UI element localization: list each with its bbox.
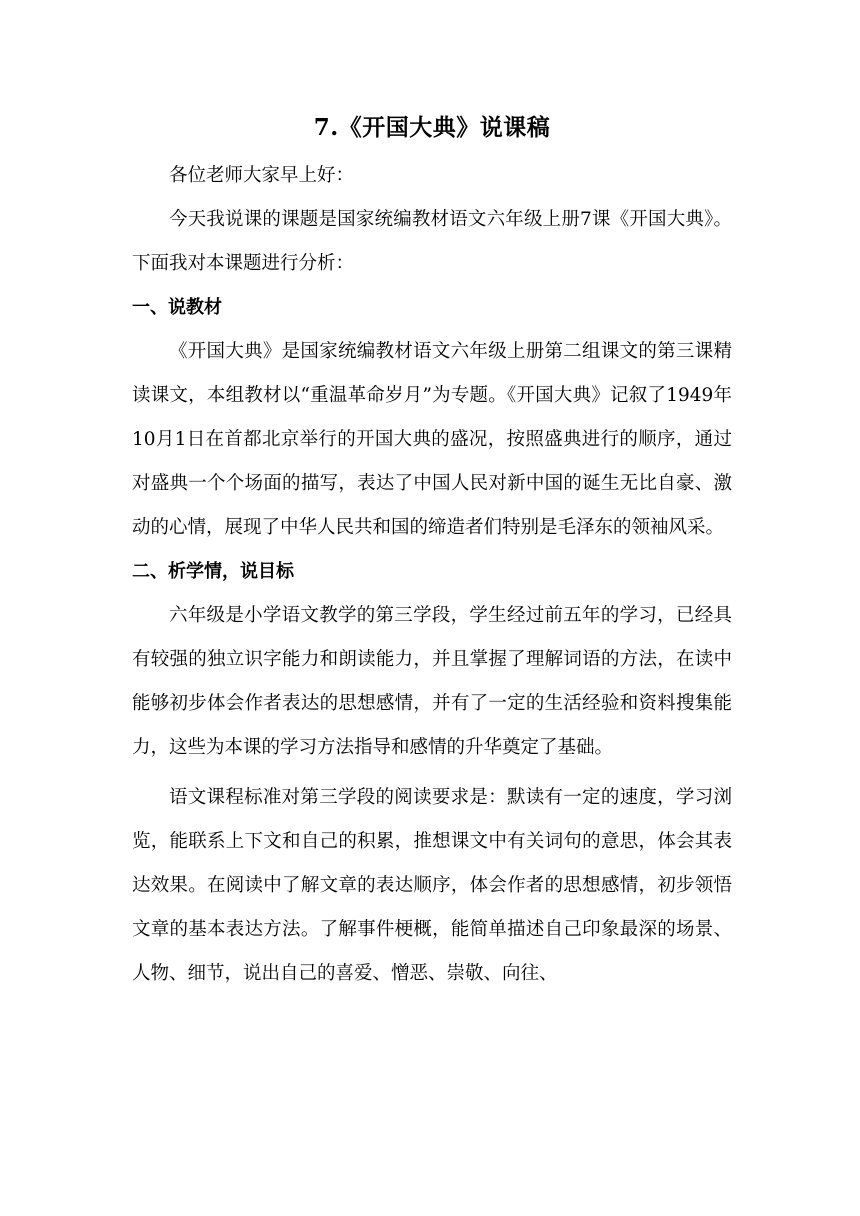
document-body	[132, 108, 732, 996]
document-title: 7.《开国大典》说课稿	[313, 114, 551, 141]
intro-paragraph: 今天我说课的课题是国家统编教材语文六年级上册7课《开国大典》。下面我对本课题进行分析：	[132, 209, 732, 274]
curriculum-standard-paragraph: 语文课程标准对第三学段的阅读要求是：默读有一定的速度，学习浏览，能联系上下文和自己的积累，推想课文中有关词句的意思，体会其表达效果。在阅读中了解文章的表达顺序，体会作者的思想感情，初步领悟文章的基本表达方法。了解事件梗概，能简单描述自己印象最深的场景、人物、细节，说出自己的喜爱、憎恶、崇敬、向往、	[132, 787, 732, 984]
greeting-paragraph: 各位老师大家早上好：	[169, 165, 355, 186]
student-analysis-paragraph: 六年级是小学语文教学的第三学段，学生经过前五年的学习，已经具有较强的独立识字能力和朗读能力，并且掌握了理解词语的方法，在读中能够初步体会作者表达的思想感情，并有了一定的生活经验和资料搜集能力，这些为本课的学习方法指导和感情的升华奠定了基础。	[132, 605, 732, 758]
textbook-paragraph: 《开国大典》是国家统编教材语文六年级上册第二组课文的第三课精读课文，本组教材以“重温革命岁月”为专题。《开国大典》记叙了1949年10月1日在首都北京举行的开国大典的盛况，按照盛典进行的顺序，通过对盛典一个个场面的描写，表达了中国人民对新中国的诞生无比自豪、激动的心情，展现了中华人民共和国的缔造者们特别是毛泽东的领袖风采。	[132, 341, 732, 538]
section-heading-textbook: 一、说教材	[132, 297, 222, 318]
section-heading-student-analysis: 二、析学情，说目标	[132, 561, 294, 582]
